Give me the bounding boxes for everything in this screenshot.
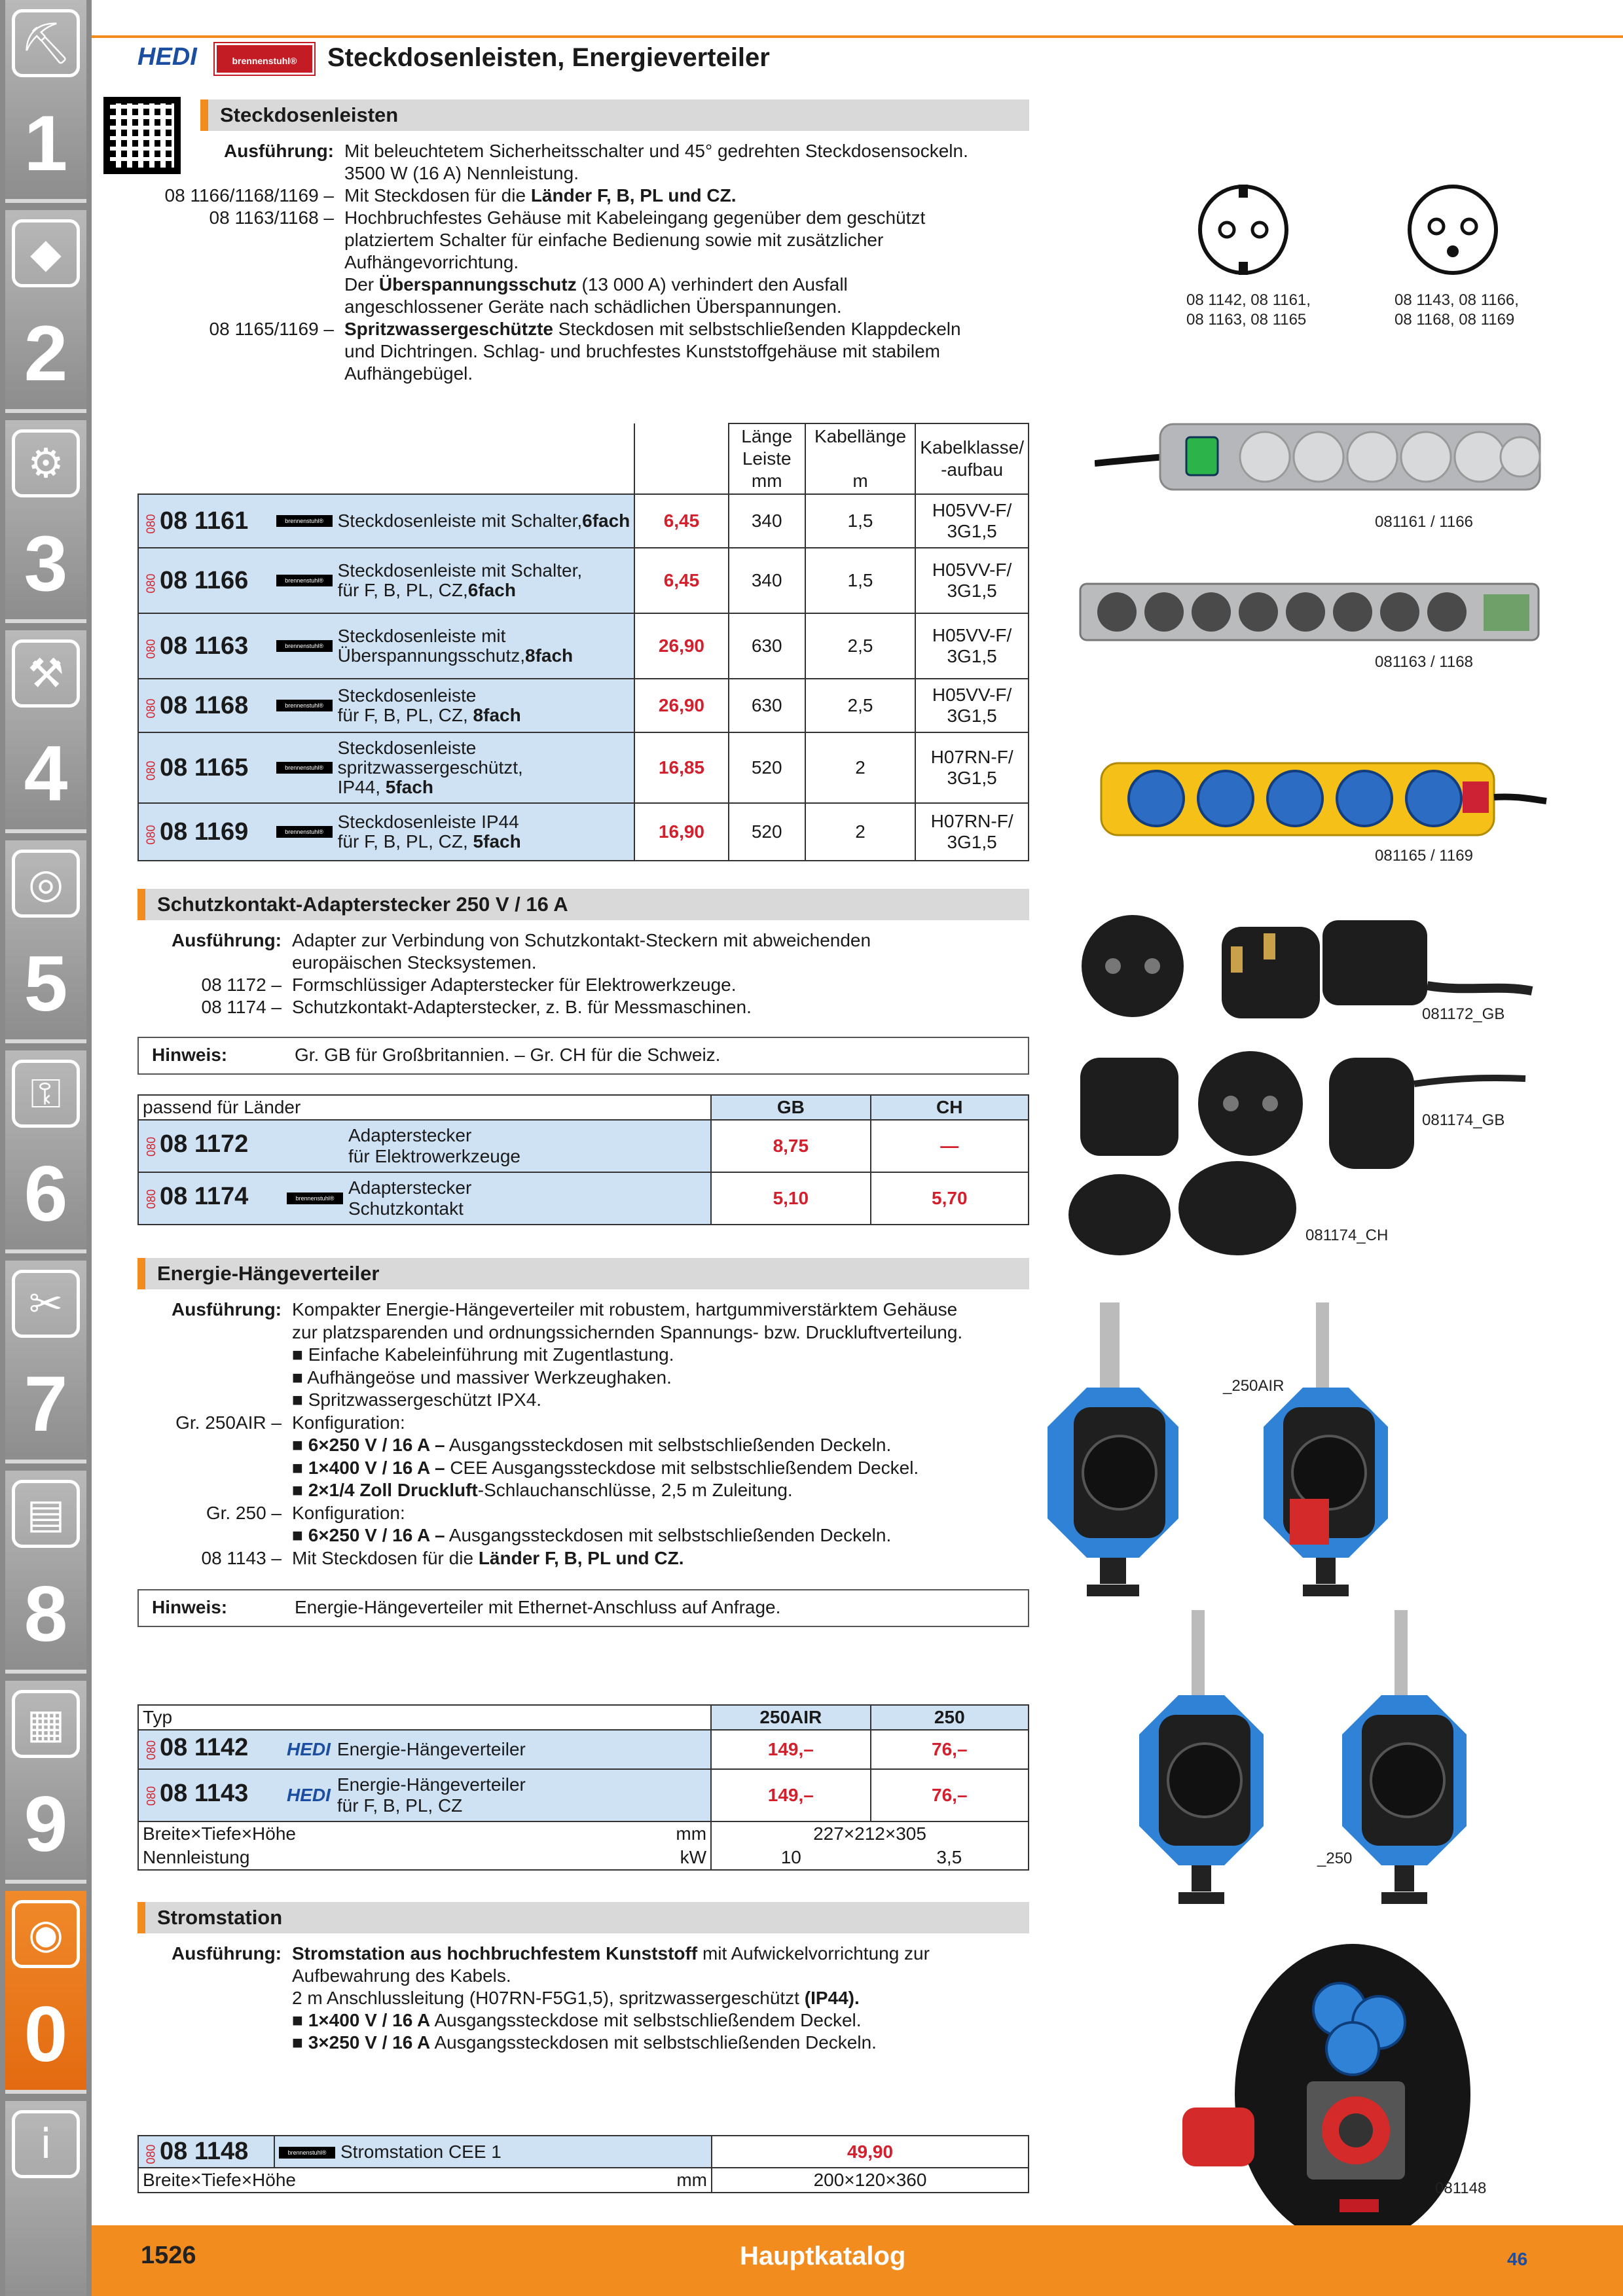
description-text: Kompakter Energie-Hängeverteiler mit robustem, hartgummiverstärktem Gehäuse xyxy=(292,1299,958,1319)
description-value xyxy=(292,1299,957,1321)
chapter-tab-7[interactable] xyxy=(5,1261,86,1463)
chapter-icon-1: ⛏ xyxy=(12,9,80,77)
article-price: 49,90 xyxy=(712,2136,1029,2168)
description-key: 08 1172 – xyxy=(201,975,282,995)
description-text: Steckdosen mit selbstschließenden Klappdeckeln xyxy=(553,319,961,339)
article-price: 26,90 xyxy=(634,613,728,679)
hinweis-label-2: Hinweis: xyxy=(152,1597,228,1617)
description-value xyxy=(292,1547,684,1570)
article-cable-class: H05VV-F/ 3G1,5 xyxy=(915,613,1029,679)
description-key: 08 1143 – xyxy=(201,1547,282,1568)
description-bold: ■ 6×250 V / 16 A – xyxy=(292,1525,445,1545)
header-rule xyxy=(92,35,1623,38)
description-text: 3500 W (16 A) Nennleistung. xyxy=(344,163,579,183)
description-value xyxy=(292,1457,919,1479)
description-value xyxy=(292,1943,930,1965)
stromstation-table xyxy=(137,2135,1029,2193)
description-text: Aufbewahrung des Kabels. xyxy=(292,1965,511,1986)
article-prefix: 080 xyxy=(144,824,158,844)
chapter-icon-6: ⚿ xyxy=(12,1060,80,1128)
article-cable-length: 1,5 xyxy=(805,548,915,613)
article-cable-length: 2 xyxy=(805,732,915,803)
brennenstuhl-mini-logo: brennenstuhl® xyxy=(276,640,333,652)
chapter-sidebar xyxy=(0,0,92,2296)
description-value xyxy=(292,1389,541,1411)
description-bold: Spritzwassergeschützte xyxy=(344,319,553,339)
article-cable-class: H05VV-F/ 3G1,5 xyxy=(915,494,1029,548)
table-row[interactable] xyxy=(138,613,1029,679)
col-ch: CH xyxy=(871,1095,1029,1120)
price-ch: — xyxy=(871,1120,1029,1172)
article-prefix: 080 xyxy=(144,638,158,658)
chapter-number: 5 xyxy=(24,940,68,1028)
chapter-tab-6[interactable] xyxy=(5,1050,86,1253)
description-text: ■ Spritzwassergeschützt IPX4. xyxy=(292,1390,542,1410)
hinweis-text: Gr. GB für Großbritannien. – Gr. CH für die Schweiz. xyxy=(295,1045,721,1065)
section-title-stromstation: Stromstation xyxy=(137,1902,1029,1933)
description-text: Ausgangssteckdosen mit selbstschließenden Deckeln. xyxy=(445,1435,892,1455)
col-kabellaenge: Kabellänge m xyxy=(805,423,915,494)
description-key: 08 1165/1169 – xyxy=(209,319,334,339)
dims-unit: mm xyxy=(676,1823,707,1844)
chapter-number: 7 xyxy=(24,1360,68,1448)
chapter-icon-7: ✂ xyxy=(12,1270,80,1338)
description-bold: Überspannungsschutz xyxy=(378,274,577,295)
sub-page-number: 46 xyxy=(1507,2249,1528,2269)
article-length: 520 xyxy=(729,803,805,861)
article-prefix: 080 xyxy=(144,698,158,718)
chapter-tab-3[interactable] xyxy=(5,420,86,623)
chapter-icon-2: ◆ xyxy=(12,219,80,287)
brennenstuhl-mini-logo: brennenstuhl® xyxy=(276,700,333,711)
hedi-mini-logo: HEDI xyxy=(287,1739,331,1759)
description-text: 2 m Anschlussleitung (H07RN-F5G1,5), spritzwassergeschützt xyxy=(292,1988,805,2008)
table-row[interactable] xyxy=(138,1172,1029,1225)
dims-value: 227×212×305 xyxy=(711,1821,1029,1846)
description-value xyxy=(292,1524,891,1547)
description-value xyxy=(292,1502,405,1524)
article-number: 08 1142 xyxy=(160,1734,249,1761)
article-desc: Energie-Hängeverteiler xyxy=(337,1739,526,1759)
article-number: 08 1165 xyxy=(160,753,249,781)
table-row[interactable] xyxy=(138,679,1029,732)
chapter-icon-i: i xyxy=(12,2110,80,2178)
dims-label: Breite×Tiefe×Höhe xyxy=(143,1823,296,1844)
caption-081148: 081148 xyxy=(1435,2179,1487,2197)
description-value xyxy=(292,952,537,974)
description-value xyxy=(292,1321,962,1344)
chapter-number: 9 xyxy=(24,1780,68,1868)
article-desc: Steckdosenleiste spritzwassergeschützt, IP44, xyxy=(337,738,523,797)
description-key: Ausführung: xyxy=(172,1299,282,1319)
dims-unit: mm xyxy=(676,2170,707,2190)
article-cable-length: 2,5 xyxy=(805,679,915,732)
article-number: 08 1172 xyxy=(160,1130,249,1158)
description-value xyxy=(292,1987,860,2009)
description-text: Adapter zur Verbindung von Schutzkontakt-Steckern mit abweichenden xyxy=(292,930,871,950)
dims-label: Breite×Tiefe×Höhe xyxy=(143,2170,296,2190)
caption-081165: 081165 / 1169 xyxy=(1375,847,1473,865)
power-row xyxy=(138,1846,1029,1870)
article-desc-bold: 6fach xyxy=(467,580,516,600)
price-gb: 8,75 xyxy=(711,1120,870,1172)
section-title-adapterstecker: Schutzkontakt-Adapterstecker 250 V / 16 A xyxy=(137,889,1029,920)
chapter-number: 4 xyxy=(24,730,68,817)
table-row[interactable] xyxy=(138,1730,1029,1769)
description-text: Konfiguration: xyxy=(292,1502,405,1523)
product-image-081165 xyxy=(1096,750,1548,848)
article-number: 08 1143 xyxy=(160,1780,249,1807)
article-prefix: 080 xyxy=(145,1189,158,1209)
article-price: 6,45 xyxy=(634,548,728,613)
description-value xyxy=(292,974,737,996)
product-image-081161 xyxy=(1095,411,1546,509)
article-desc: Steckdosenleiste für F, B, PL, CZ, xyxy=(337,685,477,725)
chapter-icon-4: ⚒ xyxy=(12,639,80,708)
description-key: 08 1166/1168/1169 – xyxy=(164,185,334,206)
chapter-number: 1 xyxy=(24,99,68,187)
article-number: 08 1166 xyxy=(160,566,249,594)
chapter-number: 6 xyxy=(24,1150,68,1238)
brennenstuhl-mini-logo: brennenstuhl® xyxy=(276,826,333,838)
article-cable-class: H07RN-F/ 3G1,5 xyxy=(915,803,1029,861)
description-text: Konfiguration: xyxy=(292,1412,405,1433)
description-value xyxy=(292,1965,511,1987)
description-text: angeschlossener Geräte nach schädlichen Überspannungen. xyxy=(344,296,842,317)
description-text: Schutzkontakt-Adapterstecker, z. B. für Messmaschinen. xyxy=(292,997,752,1017)
description-text: (13 000 A) verhindert den Ausfall xyxy=(576,274,848,295)
description-text: Aufhängebügel. xyxy=(344,363,473,384)
hedi-mini-logo: HEDI xyxy=(287,1785,331,1805)
chapter-number: 2 xyxy=(24,310,68,397)
article-cable-class: H05VV-F/ 3G1,5 xyxy=(915,548,1029,613)
description-text: ■ Einfache Kabeleinführung mit Zugentlastung. xyxy=(292,1344,674,1365)
chapter-tab-2[interactable] xyxy=(5,210,86,413)
description-value xyxy=(344,363,473,385)
article-price: 16,90 xyxy=(634,803,728,861)
description-bold: Stromstation aus hochbruchfestem Kunststoff xyxy=(292,1943,698,1964)
brennenstuhl-mini-logo: brennenstuhl® xyxy=(287,1193,343,1204)
article-price: 6,45 xyxy=(634,494,728,548)
article-price: 16,85 xyxy=(634,732,728,803)
article-cable-length: 2,5 xyxy=(805,613,915,679)
price-gb: 5,10 xyxy=(711,1172,870,1225)
power-250: 3,5 xyxy=(871,1846,1029,1870)
article-desc-bold: 8fach xyxy=(525,645,574,666)
article-desc: Steckdosenleiste mit Schalter, xyxy=(337,511,583,531)
caption-250air: _250AIR xyxy=(1223,1377,1285,1395)
table-row[interactable] xyxy=(138,494,1029,548)
article-price: 26,90 xyxy=(634,679,728,732)
description-value xyxy=(292,996,752,1018)
description-text: CEE Ausgangssteckdose mit selbstschließendem Deckel. xyxy=(445,1457,919,1478)
chapter-number: 0 xyxy=(24,1990,68,2078)
description-text: ■ Aufhängeöse und massiver Werkzeughaken. xyxy=(292,1367,672,1388)
col-250: 250 xyxy=(871,1705,1029,1730)
description-value xyxy=(292,929,871,952)
description-value xyxy=(292,1367,672,1389)
article-prefix: 080 xyxy=(145,1785,158,1806)
article-desc: Steckdosenleiste mit Schalter, für F, B, PL, CZ, xyxy=(337,560,583,600)
description-key: Gr. 250AIR – xyxy=(175,1412,282,1433)
article-length: 520 xyxy=(729,732,805,803)
haengeverteiler-table xyxy=(137,1704,1029,1871)
description-text: Hochbruchfestes Gehäuse mit Kabeleingang gegenüber dem geschützt xyxy=(344,207,926,228)
article-prefix: 080 xyxy=(144,2144,158,2164)
description-value xyxy=(292,1434,891,1456)
description-key: Ausführung: xyxy=(172,930,282,950)
caption-250: _250 xyxy=(1317,1850,1353,1867)
chapter-icon-5: ◎ xyxy=(12,850,80,918)
description-bold: ■ 3×250 V / 16 A xyxy=(292,2032,431,2053)
hinweis-text-2: Energie-Hängeverteiler mit Ethernet-Anschluss auf Anfrage. xyxy=(295,1597,781,1617)
description-value xyxy=(344,207,925,229)
article-desc: Steckdosenleiste mit Überspannungsschutz, xyxy=(337,626,526,666)
article-desc: Energie-Hängeverteiler für F, B, PL, CZ xyxy=(337,1774,526,1816)
chapter-tab-5[interactable] xyxy=(5,840,86,1043)
description-value xyxy=(344,318,961,340)
caption-081174-gb: 081174_GB xyxy=(1422,1111,1505,1129)
chapter-icon-0: ◉ xyxy=(12,1900,80,1968)
power-unit: kW xyxy=(680,1847,707,1867)
article-cable-class: H05VV-F/ 3G1,5 xyxy=(915,679,1029,732)
article-desc: Adapterstecker Schutzkontakt xyxy=(348,1177,472,1219)
description-value xyxy=(292,1344,674,1366)
article-desc-bold: 5fach xyxy=(385,777,433,797)
brennenstuhl-mini-logo: brennenstuhl® xyxy=(279,2147,335,2159)
article-length: 340 xyxy=(729,548,805,613)
section-title-haengeverteiler: Energie-Hängeverteiler xyxy=(137,1258,1029,1289)
price-ch: 5,70 xyxy=(871,1172,1029,1225)
brennenstuhl-mini-logo: brennenstuhl® xyxy=(276,575,333,586)
chapter-tab-1[interactable] xyxy=(5,0,86,203)
brennenstuhl-mini-logo: brennenstuhl® xyxy=(276,515,333,527)
hinweis-adapter xyxy=(137,1037,1029,1075)
caption-081172-gb: 081172_GB xyxy=(1422,1005,1505,1023)
description-bold: ■ 6×250 V / 16 A – xyxy=(292,1435,445,1455)
description-bold: ■ 2×1/4 Zoll Druckluft xyxy=(292,1480,478,1500)
description-text: Mit Steckdosen für die xyxy=(292,1547,479,1568)
chapter-number: 3 xyxy=(24,520,68,607)
description-text: Ausgangssteckdosen mit selbstschließenden Deckeln. xyxy=(445,1525,892,1545)
description-text: -Schlauchanschlüsse, 2,5 m Zuleitung. xyxy=(477,1480,793,1500)
product-image-081148 xyxy=(1182,1937,1497,2245)
description-value xyxy=(292,1412,405,1434)
article-prefix: 080 xyxy=(145,1740,158,1760)
article-desc: Stromstation CEE 1 xyxy=(340,2141,501,2162)
article-prefix: 080 xyxy=(145,1136,158,1157)
article-desc-bold: 5fach xyxy=(473,831,521,852)
description-text: europäischen Stecksystemen. xyxy=(292,952,537,973)
hinweis-verteiler xyxy=(137,1589,1029,1627)
description-text: Ausgangssteckdose mit selbstschließendem Deckel. xyxy=(430,2010,862,2030)
price-250: 76,– xyxy=(871,1730,1029,1769)
description-bold: Länder F, B, PL und CZ. xyxy=(478,1547,684,1568)
chapter-tab-4[interactable] xyxy=(5,630,86,833)
description-text: Aufhängevorrichtung. xyxy=(344,252,519,272)
description-bold: ■ 1×400 V / 16 A xyxy=(292,2010,431,2030)
brennenstuhl-logo: brennenstuhl® xyxy=(215,43,314,75)
description-value xyxy=(344,296,842,318)
description-text: und Dichtringen. Schlag- und bruchfestes Kunststoffgehäuse mit stabilem xyxy=(344,341,940,361)
chapter-number: 8 xyxy=(24,1570,68,1658)
article-number: 08 1168 xyxy=(160,691,249,719)
article-desc-bold: 6fach xyxy=(582,511,630,531)
description-value xyxy=(344,140,968,162)
article-desc: Adapterstecker für Elektrowerkzeuge xyxy=(348,1125,521,1166)
description-key: Gr. 250 – xyxy=(206,1502,282,1523)
power-250air: 10 xyxy=(711,1846,871,1870)
description-value xyxy=(344,185,737,207)
product-images-haengeverteiler xyxy=(1048,1302,1519,1924)
chapter-icon-9: ▦ xyxy=(12,1690,80,1758)
brennenstuhl-mini-logo: brennenstuhl® xyxy=(276,762,333,774)
caption-081161: 081161 / 1166 xyxy=(1375,513,1473,531)
chapter-icon-8: ▤ xyxy=(12,1480,80,1548)
description-text: Ausgangssteckdosen mit selbstschließenden Deckeln. xyxy=(430,2032,877,2053)
socket-caption-2: 08 1143, 08 1166, 08 1168, 08 1169 xyxy=(1395,291,1519,329)
article-prefix: 080 xyxy=(144,513,158,533)
article-number: 08 1161 xyxy=(160,507,249,535)
article-length: 630 xyxy=(729,613,805,679)
description-bold: (IP44). xyxy=(804,1988,860,2008)
catalog-name: Hauptkatalog xyxy=(740,2242,906,2270)
description-value xyxy=(344,340,940,363)
caption-081163: 081163 / 1168 xyxy=(1375,653,1473,671)
section-title-steckdosenleisten: Steckdosenleisten xyxy=(200,99,1029,131)
page-title: Steckdosenleisten, Energieverteiler xyxy=(327,43,770,72)
dims-row xyxy=(138,1821,1029,1846)
article-number: 08 1169 xyxy=(160,817,249,846)
description-text: mit Aufwickelvorrichtung zur xyxy=(697,1943,930,1964)
article-number: 08 1163 xyxy=(160,632,249,660)
description-text: zur platzsparenden und ordnungssichernden Spannungs- bzw. Druckluftverteilung. xyxy=(292,1321,963,1342)
description-text: Formschlüssiger Adapterstecker für Elektrowerkzeuge. xyxy=(292,975,737,995)
article-prefix: 080 xyxy=(144,760,158,780)
article-desc-bold: 8fach xyxy=(473,705,521,725)
price-250air: 149,– xyxy=(711,1769,871,1821)
col-typ: Typ xyxy=(138,1705,711,1730)
socket-type-f-icon xyxy=(1194,181,1292,279)
description-bold: Länder F, B, PL und CZ. xyxy=(530,185,737,206)
product-image-081163 xyxy=(1078,575,1549,653)
article-prefix: 080 xyxy=(144,573,158,593)
table-row[interactable] xyxy=(138,1120,1029,1172)
description-value xyxy=(292,2009,862,2032)
description-text: platziertem Schalter für einfache Bedienung sowie mit zusätzlicher xyxy=(344,230,884,250)
article-cable-length: 2 xyxy=(805,803,915,861)
article-length: 630 xyxy=(729,679,805,732)
description-value xyxy=(292,2032,877,2054)
article-desc: Steckdosenleiste IP44 für F, B, PL, CZ, xyxy=(337,812,519,852)
chapter-tab-9[interactable] xyxy=(5,1681,86,1884)
chapter-tab-8[interactable] xyxy=(5,1471,86,1674)
table-row[interactable] xyxy=(138,548,1029,613)
col-250air: 250AIR xyxy=(711,1705,871,1730)
description-key: Ausführung: xyxy=(172,1943,282,1964)
col-kabelklasse: Kabelklasse/ -aufbau xyxy=(915,423,1029,494)
page-number: 1526 xyxy=(141,2242,196,2269)
table-row[interactable] xyxy=(138,732,1029,803)
socket-caption-1: 08 1142, 08 1161, 08 1163, 08 1165 xyxy=(1186,291,1311,329)
col-passend: passend für Länder xyxy=(138,1095,711,1120)
chapter-tab-0[interactable] xyxy=(5,1891,86,2094)
price-250: 76,– xyxy=(871,1769,1029,1821)
description-bold: ■ 1×400 V / 16 A – xyxy=(292,1457,445,1478)
price-250air: 149,– xyxy=(711,1730,871,1769)
adapter-table xyxy=(137,1094,1029,1225)
chapter-tab-i[interactable] xyxy=(5,2101,86,2296)
hinweis-label: Hinweis: xyxy=(152,1045,228,1065)
col-laenge: Länge Leiste mm xyxy=(729,423,805,494)
power-label: Nennleistung xyxy=(143,1847,250,1867)
description-key: Ausführung: xyxy=(224,141,334,161)
description-text: Der xyxy=(344,274,379,295)
description-value xyxy=(292,1479,793,1501)
socket-type-e-icon xyxy=(1404,181,1502,279)
chapter-icon-3: ⚙ xyxy=(12,429,80,497)
description-value xyxy=(344,229,883,251)
description-value xyxy=(344,274,848,296)
dims-value: 200×120×360 xyxy=(712,2168,1029,2193)
description-value xyxy=(344,251,519,274)
steckdosenleisten-table xyxy=(137,423,1029,861)
table-row[interactable] xyxy=(138,1769,1029,1821)
description-key: 08 1174 – xyxy=(201,997,282,1017)
article-length: 340 xyxy=(729,494,805,548)
hedi-logo: HEDI xyxy=(137,43,197,71)
description-text: Mit Steckdosen für die xyxy=(344,185,531,206)
description-text: Mit beleuchtetem Sicherheitsschalter und 45° gedrehten Steckdosensockeln. xyxy=(344,141,968,161)
description-key: 08 1163/1168 – xyxy=(209,207,334,228)
product-images-adapter xyxy=(1067,907,1539,1261)
article-number: 08 1148 xyxy=(160,2138,249,2165)
caption-081174-ch: 081174_CH xyxy=(1305,1227,1389,1244)
article-number: 08 1174 xyxy=(160,1183,249,1210)
article-cable-length: 1,5 xyxy=(805,494,915,548)
table-row[interactable] xyxy=(138,803,1029,861)
col-gb: GB xyxy=(711,1095,870,1120)
description-value xyxy=(344,162,579,185)
article-cable-class: H07RN-F/ 3G1,5 xyxy=(915,732,1029,803)
